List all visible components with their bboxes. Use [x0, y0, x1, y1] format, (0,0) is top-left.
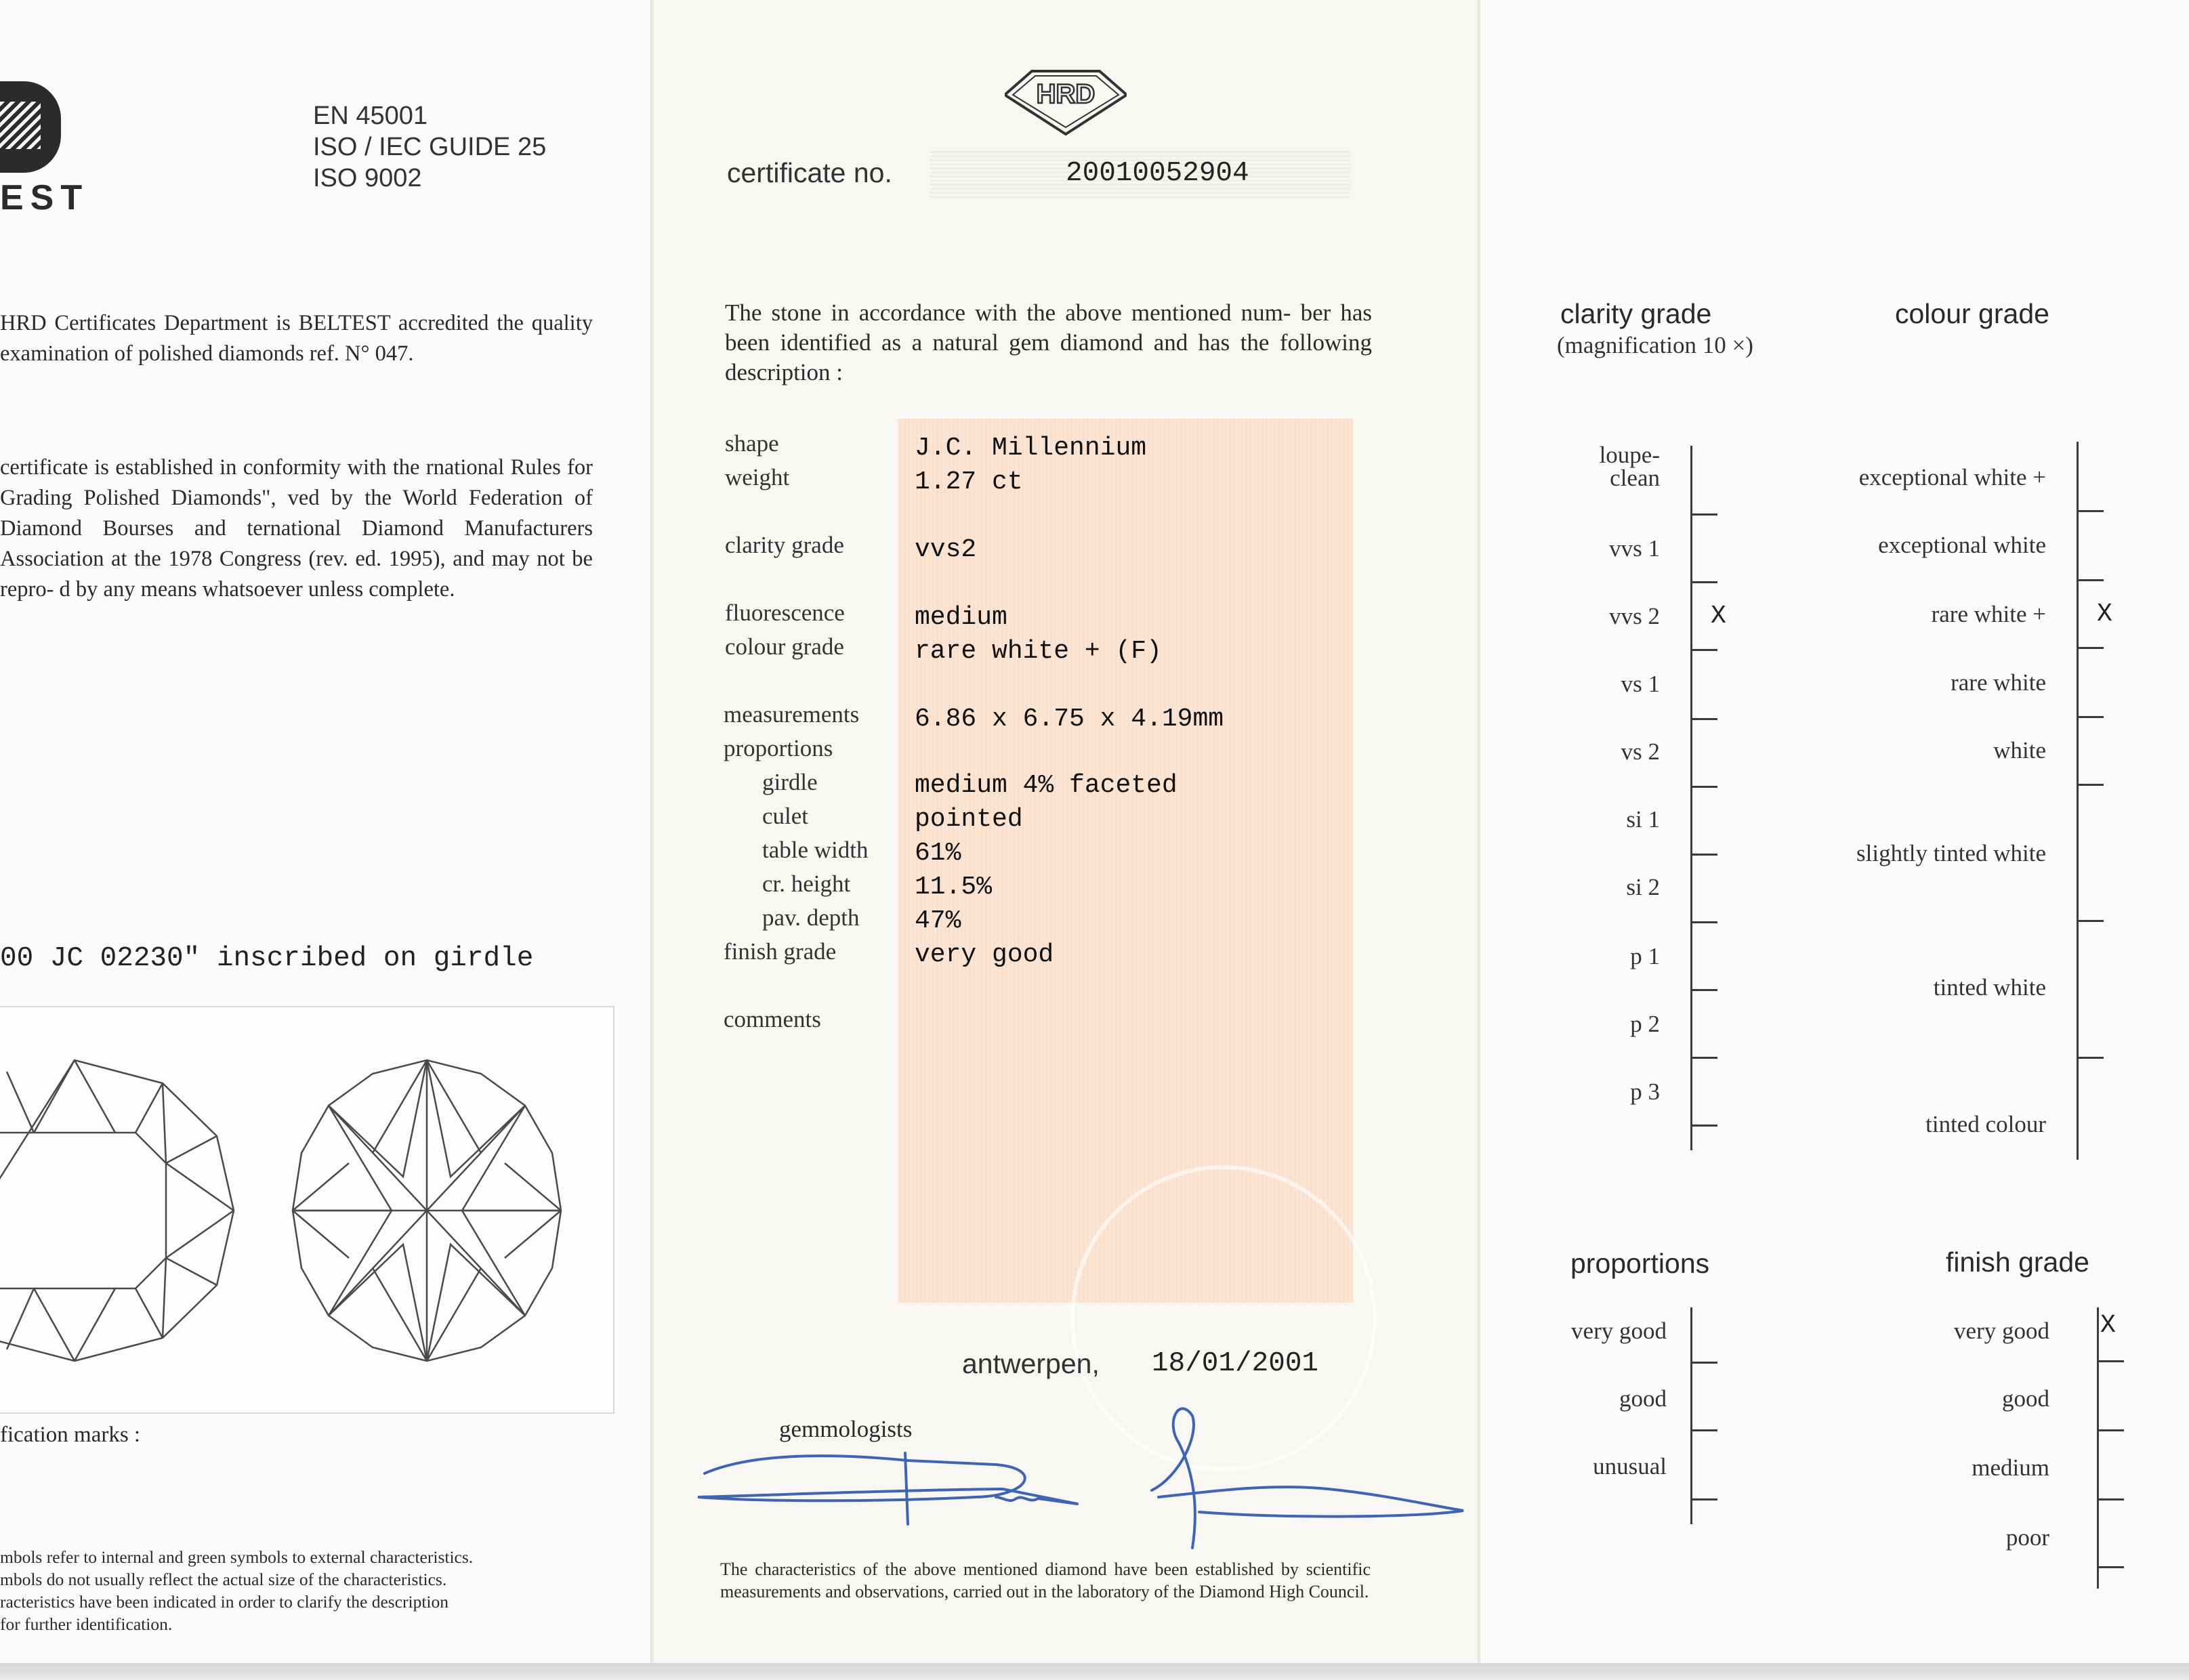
certificate-label: certificate no. [727, 157, 892, 188]
fineprint-line-2: mbols do not usually reflect the actual size of the characteristics. [0, 1570, 447, 1589]
finish-grade-medium: medium [1972, 1454, 2049, 1481]
finish-grade-title: finish grade [1946, 1246, 2089, 1278]
finish-grade-poor: poor [2005, 1524, 2049, 1551]
clarity-tick [1690, 649, 1717, 651]
clarity-grade-vvs1: vvs 1 [1609, 535, 1660, 562]
finish-grade-good: good [2002, 1385, 2049, 1412]
girdle-inscription: 00 JC 02230" inscribed on girdle [0, 943, 534, 974]
clarity-selected-mark: X [1711, 602, 1726, 631]
colour-grade-exceptional-white: exceptional white [1878, 532, 2046, 558]
field-label-weight: weight [725, 464, 790, 490]
finish-tick [2097, 1360, 2124, 1362]
proportions-grade-good: good [1619, 1385, 1667, 1412]
gemmologist-signatures [677, 1395, 1490, 1558]
fineprint-line-4: for further identification. [0, 1614, 173, 1634]
clarity-grade-si1: si 1 [1626, 806, 1660, 833]
finish-tick [2097, 1498, 2124, 1500]
clarity-grade-title: clarity grade [1560, 298, 1712, 329]
field-label-fluorescence: fluorescence [725, 600, 845, 626]
field-value-fluorescence: medium [915, 603, 1007, 632]
clarity-tick [1690, 786, 1717, 788]
field-label-pavilion-depth: pav. depth [762, 904, 860, 931]
colour-tick [2077, 1057, 2104, 1059]
description-intro: The stone in accordance with the above mentioned num- ber has been identified as a natural gem diamond and has the following description : [725, 299, 1372, 385]
clarity-grade-p3: p 3 [1630, 1078, 1660, 1105]
standard-iso-iec: ISO / IEC GUIDE 25 [313, 133, 547, 161]
colour-tick [2077, 716, 2104, 718]
clarity-grade-vvs2: vvs 2 [1609, 603, 1660, 629]
clarity-grade-loupe-clean: loupe-clean [1599, 442, 1660, 491]
field-label-measurements: measurements [724, 701, 860, 728]
field-value-colour: rare white + (F) [915, 637, 1162, 666]
diamond-diagram-box [0, 1006, 614, 1414]
field-value-measurements: 6.86 x 6.75 x 4.19mm [915, 705, 1224, 734]
hrd-logo-icon [1005, 68, 1127, 135]
proportions-grade-unusual: unusual [1593, 1453, 1667, 1479]
svg-text:HRD: HRD [1036, 79, 1096, 109]
colour-tick [2077, 920, 2104, 922]
colour-grade-tinted-white: tinted white [1933, 974, 2046, 1001]
proportions-title: proportions [1570, 1248, 1710, 1279]
clarity-tick [1690, 513, 1717, 516]
field-label-colour: colour grade [725, 633, 844, 660]
conformity-paragraph: certificate is established in conformity with the rnational Rules for Grading Polished Diamonds", ved by the World Federation of Diamond Bourses and ternational Diamond Manufacturers Association at the 1978 Congress (rev. ed. 1995), and may not be repro- d by any means whatsoever unless complete. [0, 455, 593, 602]
field-value-pavilion-depth: 47% [915, 906, 961, 936]
proportions-grade-very-good: very good [1571, 1318, 1667, 1344]
proportions-tick [1690, 1429, 1717, 1431]
field-label-table-width: table width [762, 837, 869, 863]
colour-grade-tinted-colour: tinted colour [1925, 1111, 2046, 1137]
beltest-logo-stripes [0, 102, 41, 149]
colour-selected-mark: X [2097, 600, 2112, 629]
finish-tick [2097, 1429, 2124, 1431]
field-value-culet: pointed [915, 805, 1023, 834]
beltest-logo-text: EST [0, 178, 89, 217]
colour-grade-title: colour grade [1895, 298, 2049, 329]
gemmologists-label: gemmologists [779, 1416, 913, 1442]
laboratory-footer: The characteristics of the above mentioned diamond have been established by scientific measurements and observations, carried out in the laboratory of the Diamond High Council. [720, 1559, 1371, 1601]
standard-en45001: EN 45001 [313, 102, 428, 130]
finish-scale-line [2097, 1307, 2099, 1589]
colour-scale-line [2077, 442, 2079, 1160]
page-bottom-edge [0, 1663, 2189, 1680]
proportions-tick [1690, 1498, 1717, 1500]
field-label-culet: culet [762, 803, 809, 829]
colour-grade-rare-white-plus: rare white + [1931, 601, 2046, 627]
right-panel [1480, 0, 2189, 1666]
field-value-girdle: medium 4% faceted [915, 771, 1177, 800]
field-label-girdle: girdle [762, 769, 818, 795]
colour-grade-exceptional-white-plus: exceptional white + [1858, 464, 2046, 490]
field-value-finish: very good [915, 940, 1054, 969]
field-value-clarity: vvs2 [915, 535, 977, 564]
clarity-tick [1690, 718, 1717, 720]
field-label-shape: shape [725, 430, 779, 457]
colour-tick [2077, 647, 2104, 649]
clarity-tick [1690, 921, 1717, 923]
certificate-number: 20010052904 [1066, 158, 1249, 189]
clarity-grade-p1: p 1 [1630, 943, 1660, 969]
fineprint-line-1: mbols refer to internal and green symbols to external characteristics. [0, 1547, 474, 1567]
fold-line-left [650, 0, 653, 1666]
field-label-crown-height: cr. height [762, 870, 851, 897]
field-value-table-width: 61% [915, 839, 961, 868]
field-label-comments: comments [724, 1006, 821, 1032]
diamond-plot-svg [0, 1007, 613, 1412]
colour-tick [2077, 579, 2104, 581]
field-label-finish: finish grade [724, 938, 837, 965]
field-value-crown-height: 11.5% [915, 873, 993, 902]
clarity-scale-line [1690, 446, 1692, 1150]
colour-tick [2077, 510, 2104, 512]
clarity-grade-si2: si 2 [1626, 874, 1660, 900]
field-label-clarity: clarity grade [725, 532, 844, 558]
finish-tick [2097, 1566, 2124, 1568]
colour-grade-white: white [1993, 737, 2046, 763]
identification-marks-label: fication marks : [0, 1423, 141, 1447]
finish-grade-very-good: very good [1954, 1318, 2049, 1344]
clarity-tick [1690, 989, 1717, 991]
place-label: antwerpen, [962, 1348, 1100, 1379]
clarity-tick [1690, 581, 1717, 583]
clarity-grade-vs2: vs 2 [1621, 738, 1660, 765]
clarity-grade-p2: p 2 [1630, 1011, 1660, 1037]
issue-date: 18/01/2001 [1152, 1348, 1319, 1379]
clarity-tick [1690, 1125, 1717, 1127]
clarity-tick [1690, 854, 1717, 856]
field-label-proportions: proportions [724, 735, 833, 761]
colour-grade-rare-white: rare white [1951, 669, 2046, 696]
pavilion-view-diagram [293, 1060, 561, 1361]
crown-view-diagram [0, 1060, 234, 1361]
finish-selected-mark: X [2100, 1311, 2116, 1340]
proportions-scale-line [1690, 1307, 1692, 1524]
clarity-grade-vs1: vs 1 [1621, 671, 1660, 697]
field-value-shape: J.C. Millennium [915, 434, 1147, 463]
standard-iso9002: ISO 9002 [313, 164, 422, 192]
proportions-tick [1690, 1362, 1717, 1364]
colour-tick [2077, 784, 2104, 786]
fineprint-line-3: racteristics have been indicated in order to clarify the description [0, 1592, 449, 1612]
accreditation-paragraph: HRD Certificates Department is BELTEST accredited the quality examination of polished diamonds ref. N° 047. [0, 311, 593, 366]
left-panel [0, 0, 650, 1666]
colour-grade-slightly-tinted-white: slightly tinted white [1856, 840, 2046, 866]
field-value-weight: 1.27 ct [915, 467, 1023, 497]
clarity-magnification: (magnification 10 ×) [1557, 332, 1753, 358]
clarity-tick [1690, 1057, 1717, 1059]
